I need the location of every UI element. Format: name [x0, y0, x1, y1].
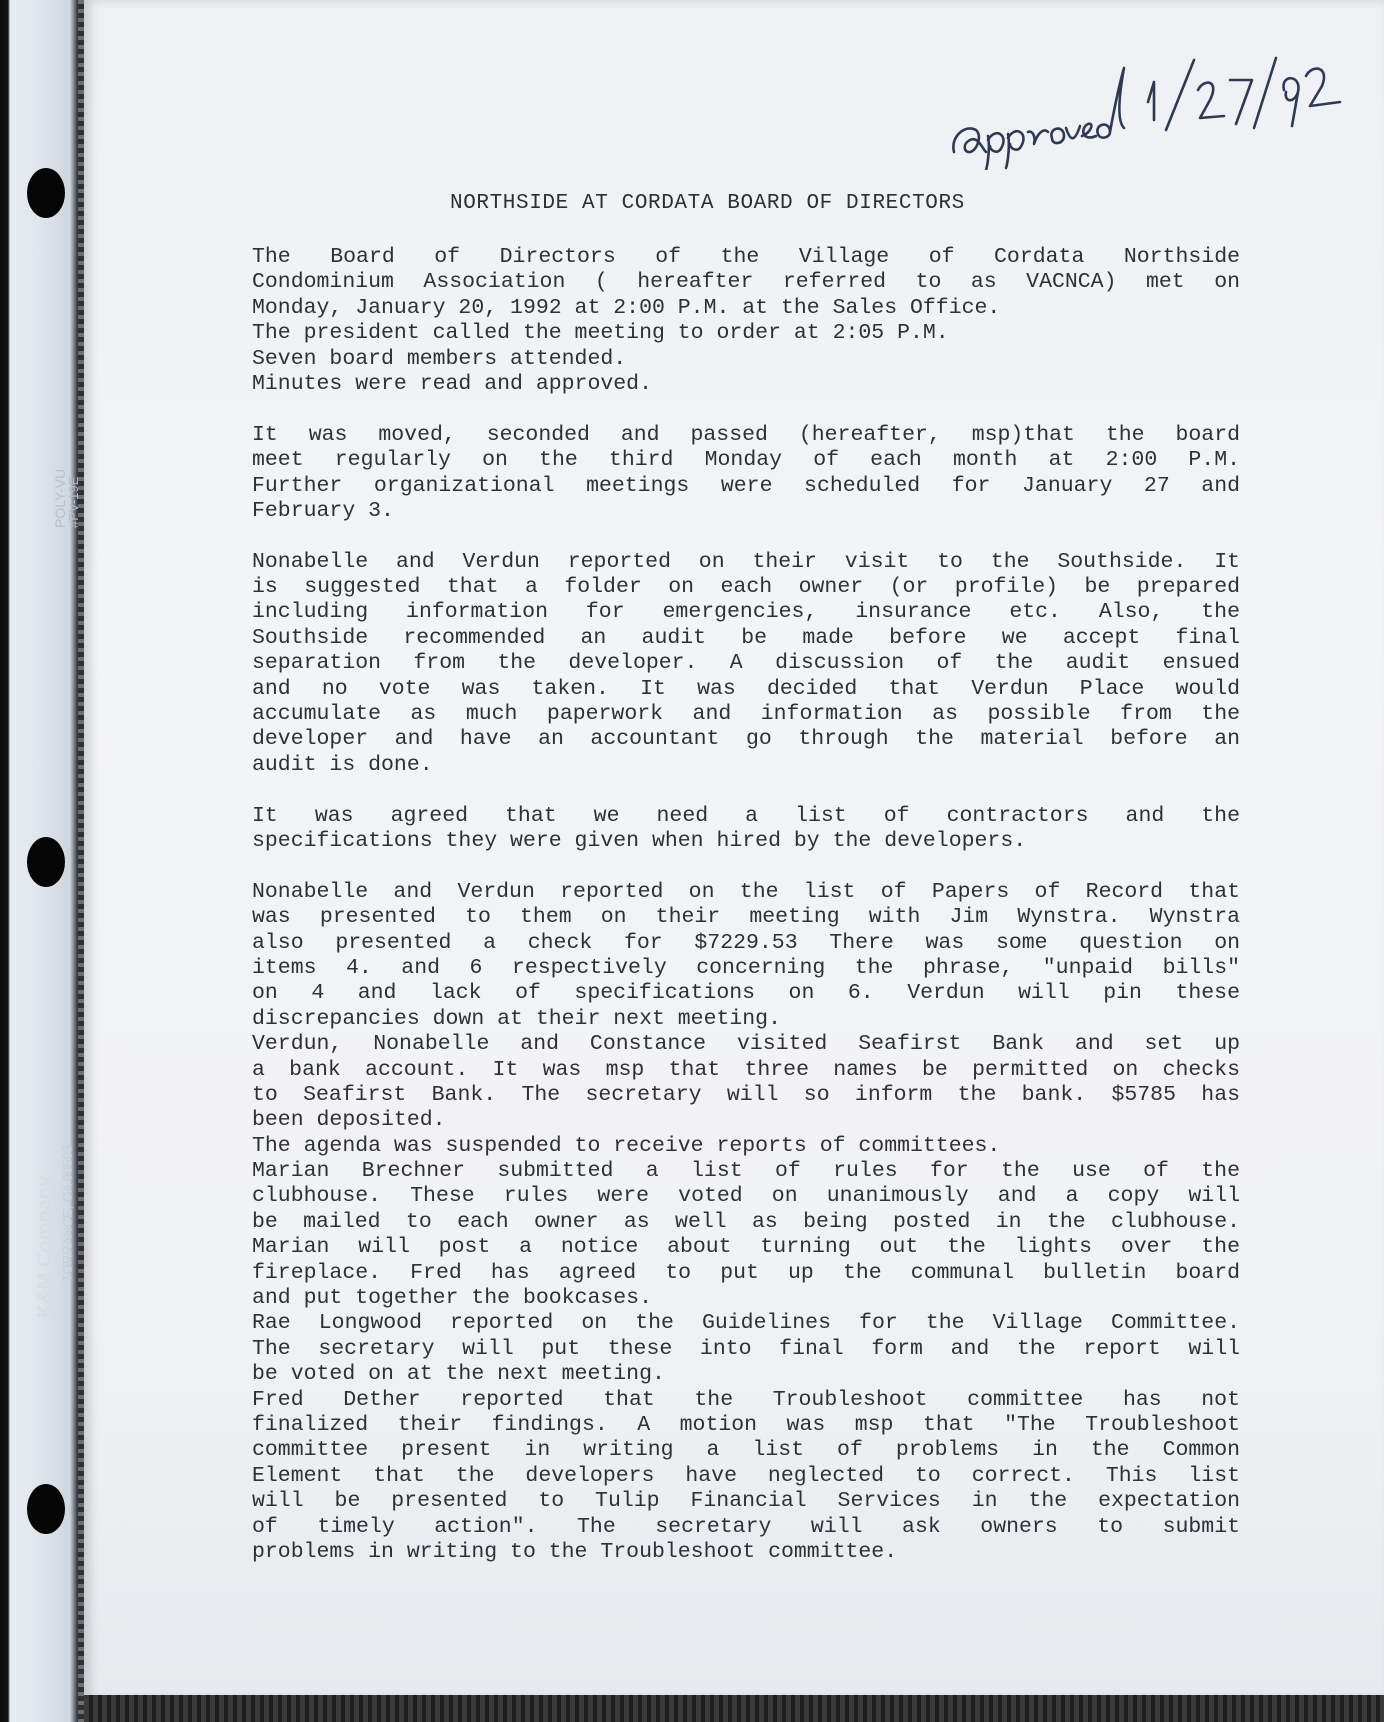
product-number-label: #PV-19E — [66, 476, 81, 528]
text-line: The Board of Directors of the Village of Cordata Northside — [252, 245, 1240, 269]
binder-hole-middle — [27, 837, 65, 887]
text-line: The secretary will put these into final form and the report will — [252, 1336, 1240, 1361]
paragraph — [252, 804, 1240, 855]
text-line: Element that the developers have neglected to correct. This list — [252, 1463, 1240, 1488]
text-line: is suggested that a folder on each owner (or profile) be prepared — [252, 575, 1240, 600]
binder-hole-top — [27, 168, 65, 218]
protector-bottom-edge — [84, 1695, 1384, 1722]
text-line: developer and have an accountant go through the material before an — [252, 727, 1240, 752]
text-line: Further organizational meetings were scheduled for January 27 and — [252, 473, 1240, 498]
product-line-label: POLY-VU — [52, 468, 68, 528]
text-line: items 4. and 6 respectively concerning the phrase, "unpaid bills" — [252, 955, 1240, 980]
text-line: committee present in writing a list of problems in the Common — [252, 1438, 1240, 1463]
text-line: will be presented to Tulip Financial Services in the expectation — [252, 1489, 1240, 1514]
text-line: also presented a check for $7229.53 There was some question on — [252, 930, 1240, 955]
binder-hole-bottom — [27, 1484, 65, 1534]
text-line: The president called the meeting to order at 2:05 P.M. — [252, 321, 949, 346]
text-line: fireplace. Fred has agreed to put up the communal bulletin board — [252, 1260, 1240, 1285]
text-line: Rae Longwood reported on the Guidelines for the Village Committee. — [252, 1311, 1240, 1336]
text-line: Marian will post a notice about turning out the lights over the — [252, 1235, 1240, 1260]
text-line: meet regularly on the third Monday of each month at 2:00 P.M. — [252, 448, 1240, 473]
text-line: Minutes were read and approved. — [252, 371, 652, 396]
text-line: Nonabelle and Verdun reported on the list of Papers of Record that — [252, 879, 1240, 904]
text-line: discrepancies down at their next meeting. — [252, 1006, 781, 1031]
minutes-body — [252, 245, 1240, 1591]
text-line: Marian Brechner submitted a list of rules for the use of the — [252, 1159, 1240, 1184]
text-line: finalized their findings. A motion was msp that "The Troubleshoot — [252, 1412, 1240, 1437]
text-line: be voted on at the next meeting. — [252, 1362, 665, 1387]
handwritten-approval-signature — [948, 40, 1348, 170]
text-line: Condominium Association ( hereafter referred to as VACNCA) met on — [252, 270, 1240, 295]
text-line: Verdun, Nonabelle and Constance visited Seafirst Bank and set up — [252, 1032, 1240, 1057]
text-line: The agenda was suspended to receive reports of committees. — [252, 1133, 1001, 1158]
text-line: and no vote was taken. It was decided that Verdun Place would — [252, 676, 1240, 701]
text-line: of timely action". The secretary will ask owners to submit — [252, 1514, 1240, 1539]
paragraph — [252, 880, 1240, 1566]
text-line: to Seafirst Bank. The secretary will so inform the bank. $5785 has — [252, 1082, 1240, 1107]
text-line: specifications they were given when hired by the developers. — [252, 828, 1027, 853]
paragraph — [252, 245, 1240, 397]
paragraph — [252, 550, 1240, 779]
text-line: audit is done. — [252, 752, 433, 777]
text-line: a bank account. It was msp that three names be permitted on checks — [252, 1057, 1240, 1082]
text-line: including information for emergencies, insurance etc. Also, the — [252, 600, 1240, 625]
text-line: problems in writing to the Troubleshoot committee. — [252, 1539, 898, 1564]
document-title: NORTHSIDE AT CORDATA BOARD OF DIRECTORS — [450, 192, 965, 215]
text-line: clubhouse. These rules were voted on unanimously and a copy will — [252, 1184, 1240, 1209]
text-line: be mailed to each owner as well as being posted in the clubhouse. — [252, 1209, 1240, 1234]
text-line: was presented to them on their meeting with Jim Wynstra. Wynstra — [252, 905, 1240, 930]
text-line: Seven board members attended. — [252, 346, 627, 371]
brand-label: K&M Company — [34, 1175, 56, 1318]
text-line: been deposited. — [252, 1108, 446, 1133]
text-line: separation from the developer. A discussion of the audit ensued — [252, 651, 1240, 676]
text-line: February 3. — [252, 498, 394, 523]
text-line: accumulate as much paperwork and information as possible from the — [252, 702, 1240, 727]
sheet-protector-strip — [0, 0, 90, 1722]
text-line: Fred Dether reported that the Troubleshoot committee has not — [252, 1387, 1240, 1412]
text-line: and put together the bookcases. — [252, 1286, 652, 1311]
text-line: Monday, January 20, 1992 at 2:00 P.M. at the Sales Office. — [252, 295, 1001, 320]
text-line: Southside recommended an audit be made before we accept final — [252, 625, 1240, 650]
text-line: Nonabelle and Verdun reported on their visit to the Southside. It — [252, 549, 1240, 574]
text-line: on 4 and lack of specifications on 6. Verdun will pin these — [252, 981, 1240, 1006]
text-line: It was moved, seconded and passed (hereafter, msp)that the board — [252, 422, 1240, 447]
text-line: It was agreed that we need a list of contractors and the — [252, 803, 1240, 828]
brand-location-label: TORRANCE, CA 90503 — [60, 1144, 75, 1282]
paragraph — [252, 423, 1240, 525]
